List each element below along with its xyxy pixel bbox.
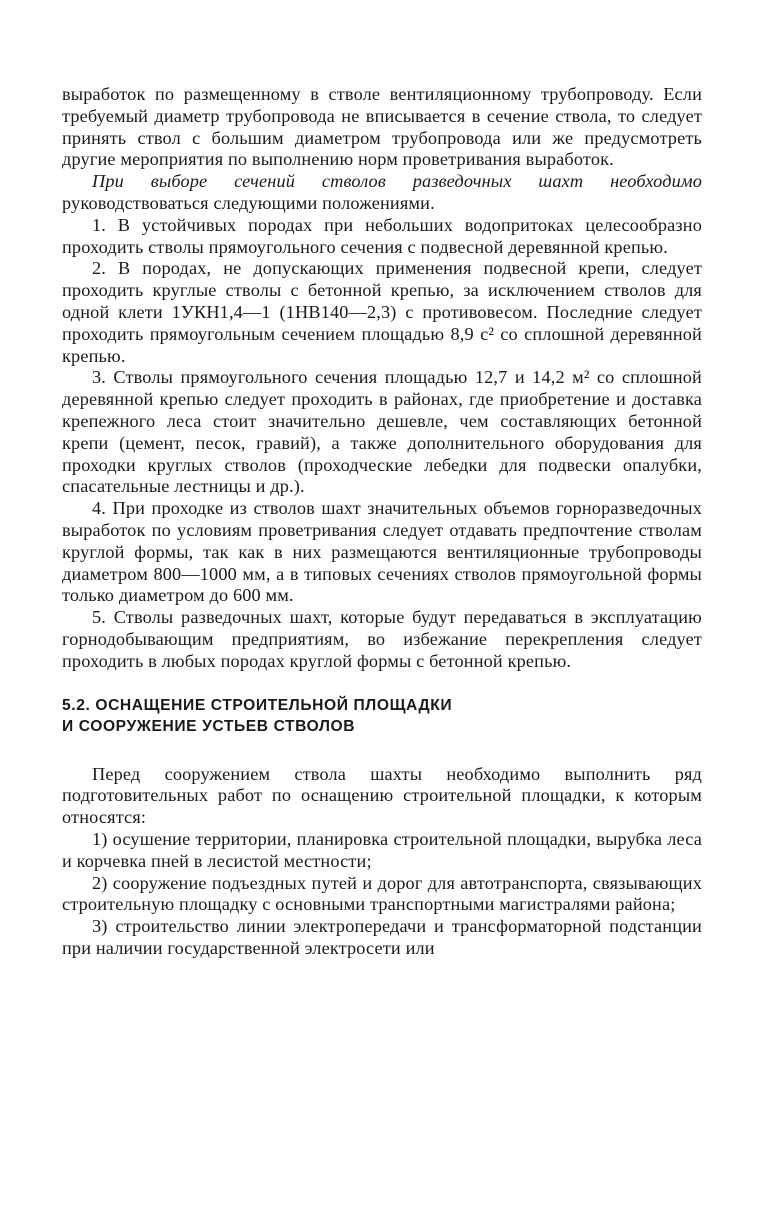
section-heading-line-1: 5.2. ОСНАЩЕНИЕ СТРОИТЕЛЬНОЙ ПЛОЩАДКИ (62, 696, 453, 714)
section-paragraph-intro: Перед сооружением ствола шахты необходимо выполнить ряд подготовительных работ по оснащению строительной площадки, к которым относятся: (62, 763, 702, 828)
document-page (62, 84, 702, 960)
section-heading-line-2: И СООРУЖЕНИЕ УСТЬЕВ СТВОЛОВ (62, 717, 356, 735)
intro-italic-text: При выборе сечений стволов разведочных шахт необходимо (92, 171, 702, 192)
list-item-2: 2. В породах, не допускающих применения подвесной крепи, следует проходить круглые стволы с бетонной крепью, за исключением стволов для одной клети 1УКН1,4—1 (1НВ140—2,3) с противовесом. Последние следует проходить прямоугольным сечением площадью 8,9 с² со сплошной деревянной крепью. (62, 258, 702, 366)
section-list-item-2: 2) сооружение подъездных путей и дорог для автотранспорта, связывающих строительную площадку с основными транспортными магистралями района; (62, 872, 702, 915)
paragraph-intro (62, 171, 702, 215)
intro-regular-text: руководствоваться следующими положениями. (62, 192, 435, 213)
paragraph-continuation: выработок по размещенному в стволе вентиляционному трубопроводу. Если требуемый диаметр трубопровода не вписывается в сечение ствола, то следует принять ствол с большим диаметром трубопровода или же предусмотреть другие мероприятия по выполнению норм проветривания выработок. (62, 84, 702, 170)
section-heading (62, 695, 702, 737)
list-item-1: 1. В устойчивых породах при небольших водопритоках целесообразно проходить стволы прямоугольного сечения с подвесной деревянной крепью. (62, 214, 702, 257)
section-list-item-3: 3) строительство линии электропередачи и трансформаторной подстанции при наличии государственной электросети или (62, 916, 702, 958)
list-item-4: 4. При проходке из стволов шахт значительных объемов горноразведочных выработок по условиям проветривания следует отдавать предпочтение стволам круглой формы, так как в них размещаются вентиляционные трубопроводы диаметром 800—1000 мм, а в типовых сечениях стволов прямоугольной формы только диаметром до 600 мм. (62, 498, 702, 606)
list-item-3: 3. Стволы прямоугольного сечения площадью 12,7 и 14,2 м² со сплошной деревянной крепью следует проходить в районах, где приобретение и доставка крепежного леса стоит значительно дешевле, чем составляющих бетонной крепи (цемент, песок, гравий), а также дополнительного оборудования для проходки круглых стволов (проходческие лебедки для подвески опалубки, спасательные лестницы и др.). (62, 367, 702, 497)
section-list-item-1: 1) осушение территории, планировка строительной площадки, вырубка леса и корчевка пней в лесистой местности; (62, 828, 702, 871)
list-item-5: 5. Стволы разведочных шахт, которые будут передаваться в эксплуатацию горнодобывающим предприятиям, во избежание перекрепления следует проходить в любых породах круглой формы с бетонной крепью. (62, 607, 702, 671)
